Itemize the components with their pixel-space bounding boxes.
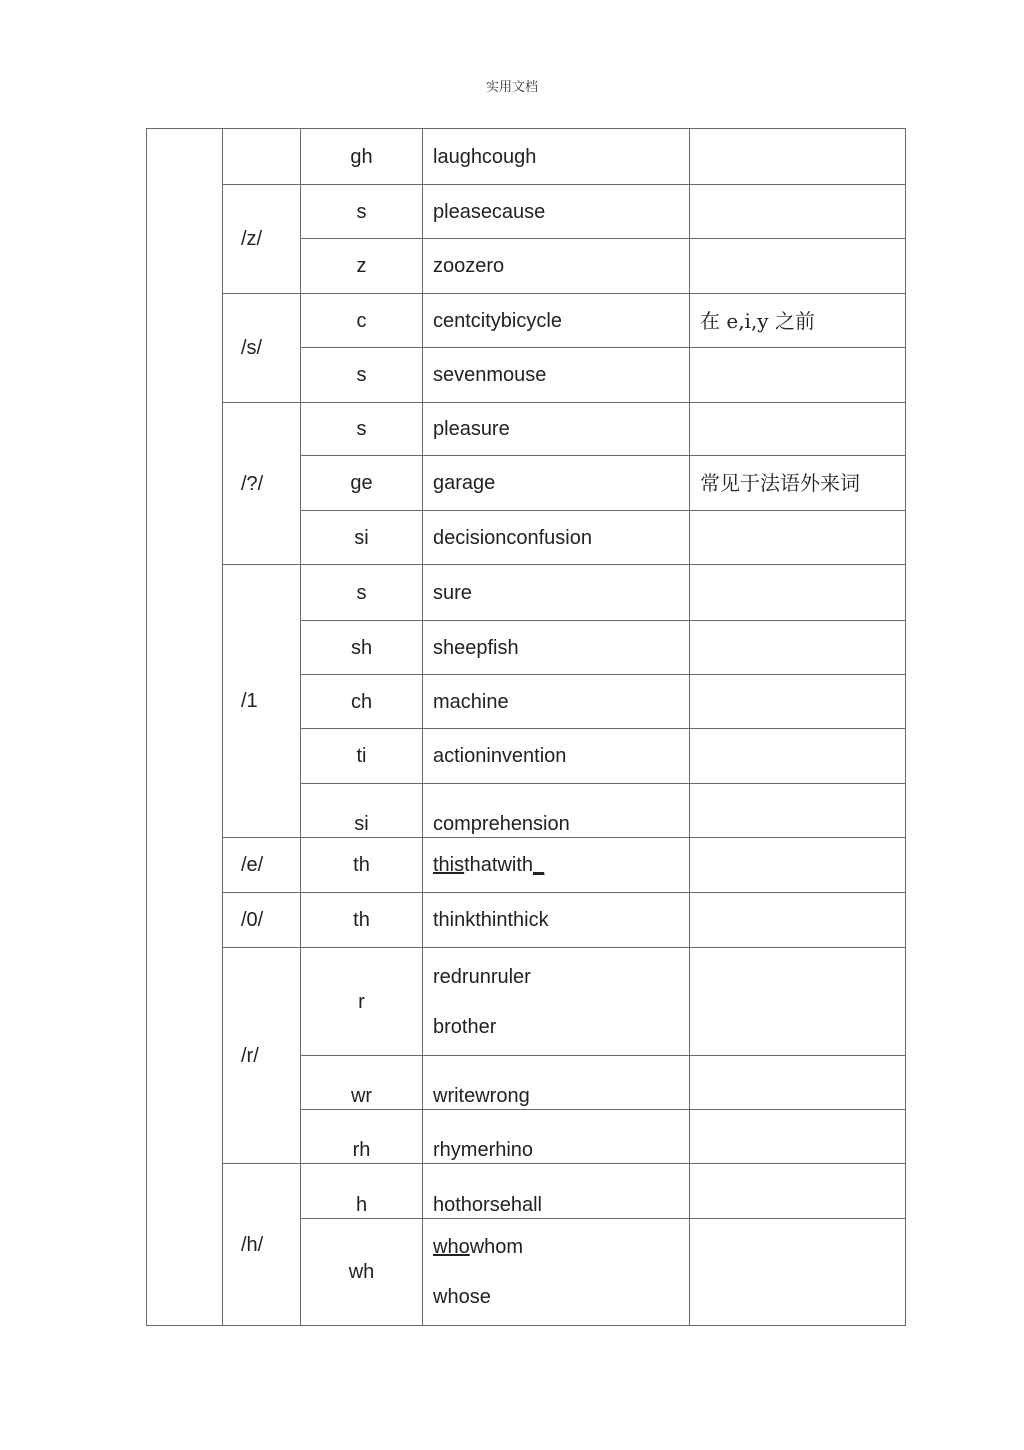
letter-cell: c xyxy=(301,294,423,348)
table-row xyxy=(147,948,906,1056)
sound-cell xyxy=(223,129,301,185)
blank-column-cell xyxy=(147,129,223,1326)
note-cell xyxy=(690,129,906,185)
note-cell xyxy=(690,621,906,675)
words-cell: zoozero xyxy=(423,239,690,294)
letter-cell: th xyxy=(301,838,423,893)
letter-cell: ge xyxy=(301,456,423,511)
word-text: whom xyxy=(469,1236,524,1258)
letter-cell: wh xyxy=(301,1219,423,1326)
words-cell xyxy=(423,948,690,1056)
sound-cell: /0/ xyxy=(223,893,301,948)
words-cell: rhymerhino xyxy=(423,1110,690,1164)
table-row xyxy=(147,129,906,185)
letter-cell: wr xyxy=(301,1056,423,1110)
letter-cell: ch xyxy=(301,675,423,729)
table-row xyxy=(147,294,906,348)
letter-cell: th xyxy=(301,893,423,948)
word-line: whose xyxy=(433,1286,491,1308)
letter-cell: ti xyxy=(301,729,423,784)
underlined-word: this xyxy=(433,854,465,876)
table-row xyxy=(147,1164,906,1219)
word-line: brother xyxy=(433,1015,497,1038)
note-cell xyxy=(690,1056,906,1110)
note-cell xyxy=(690,948,906,1056)
letter-cell: gh xyxy=(301,129,423,185)
note-cell xyxy=(690,239,906,294)
table-row xyxy=(147,403,906,456)
words-cell: sheepfish xyxy=(423,621,690,675)
words-cell: machine xyxy=(423,675,690,729)
word-text: thatwith xyxy=(464,854,534,876)
word-line xyxy=(433,1237,689,1257)
note-cell xyxy=(690,838,906,893)
note-cell xyxy=(690,675,906,729)
table-row xyxy=(147,185,906,239)
note-cell xyxy=(690,511,906,565)
words-cell: thinkthinthick xyxy=(423,893,690,948)
underlined-word: who xyxy=(433,1236,470,1258)
words-cell: writewrong xyxy=(423,1056,690,1110)
sound-cell: /e/ xyxy=(223,838,301,893)
note-cell xyxy=(690,1164,906,1219)
table-row xyxy=(147,565,906,621)
sound-cell: /?/ xyxy=(223,403,301,565)
note-cell xyxy=(690,185,906,239)
word-line: redrunruler xyxy=(433,965,531,988)
letter-cell: si xyxy=(301,784,423,838)
sound-cell: /h/ xyxy=(223,1164,301,1326)
words-cell: sure xyxy=(423,565,690,621)
page-header: 实用文档 xyxy=(485,80,538,95)
letter-cell: rh xyxy=(301,1110,423,1164)
letter-cell: h xyxy=(301,1164,423,1219)
words-cell: garage xyxy=(423,456,690,511)
note-cell xyxy=(690,348,906,403)
words-cell: pleasure xyxy=(423,403,690,456)
note-cell xyxy=(690,729,906,784)
note-cell: 常见于法语外来词 xyxy=(690,456,906,511)
words-cell: pleasecause xyxy=(423,185,690,239)
sound-cell: /z/ xyxy=(223,185,301,294)
words-cell xyxy=(423,1219,690,1326)
letter-cell: s xyxy=(301,185,423,239)
table-row xyxy=(147,838,906,893)
note-cell xyxy=(690,403,906,456)
phonics-table xyxy=(146,128,906,1326)
blank-underscore: _ xyxy=(533,854,545,876)
words-cell: sevenmouse xyxy=(423,348,690,403)
note-cell xyxy=(690,1110,906,1164)
letter-cell: s xyxy=(301,565,423,621)
note-cell xyxy=(690,565,906,621)
note-cell xyxy=(690,784,906,838)
sound-cell: /s/ xyxy=(223,294,301,403)
letter-cell: s xyxy=(301,403,423,456)
words-cell xyxy=(423,838,690,893)
letter-cell: si xyxy=(301,511,423,565)
sound-cell: /1 xyxy=(223,565,301,838)
words-cell: actioninvention xyxy=(423,729,690,784)
words-cell: decisionconfusion xyxy=(423,511,690,565)
note-cell: 在 e,i,y 之前 xyxy=(690,294,906,348)
letter-cell: s xyxy=(301,348,423,403)
letter-cell: sh xyxy=(301,621,423,675)
table-row xyxy=(147,893,906,948)
words-cell: comprehension xyxy=(423,784,690,838)
words-cell: centcitybicycle xyxy=(423,294,690,348)
note-cell xyxy=(690,1219,906,1326)
letter-cell: z xyxy=(301,239,423,294)
sound-cell: /r/ xyxy=(223,948,301,1164)
words-cell: hothorsehall xyxy=(423,1164,690,1219)
letter-cell: r xyxy=(301,948,423,1056)
words-cell: laughcough xyxy=(423,129,690,185)
note-cell xyxy=(690,893,906,948)
